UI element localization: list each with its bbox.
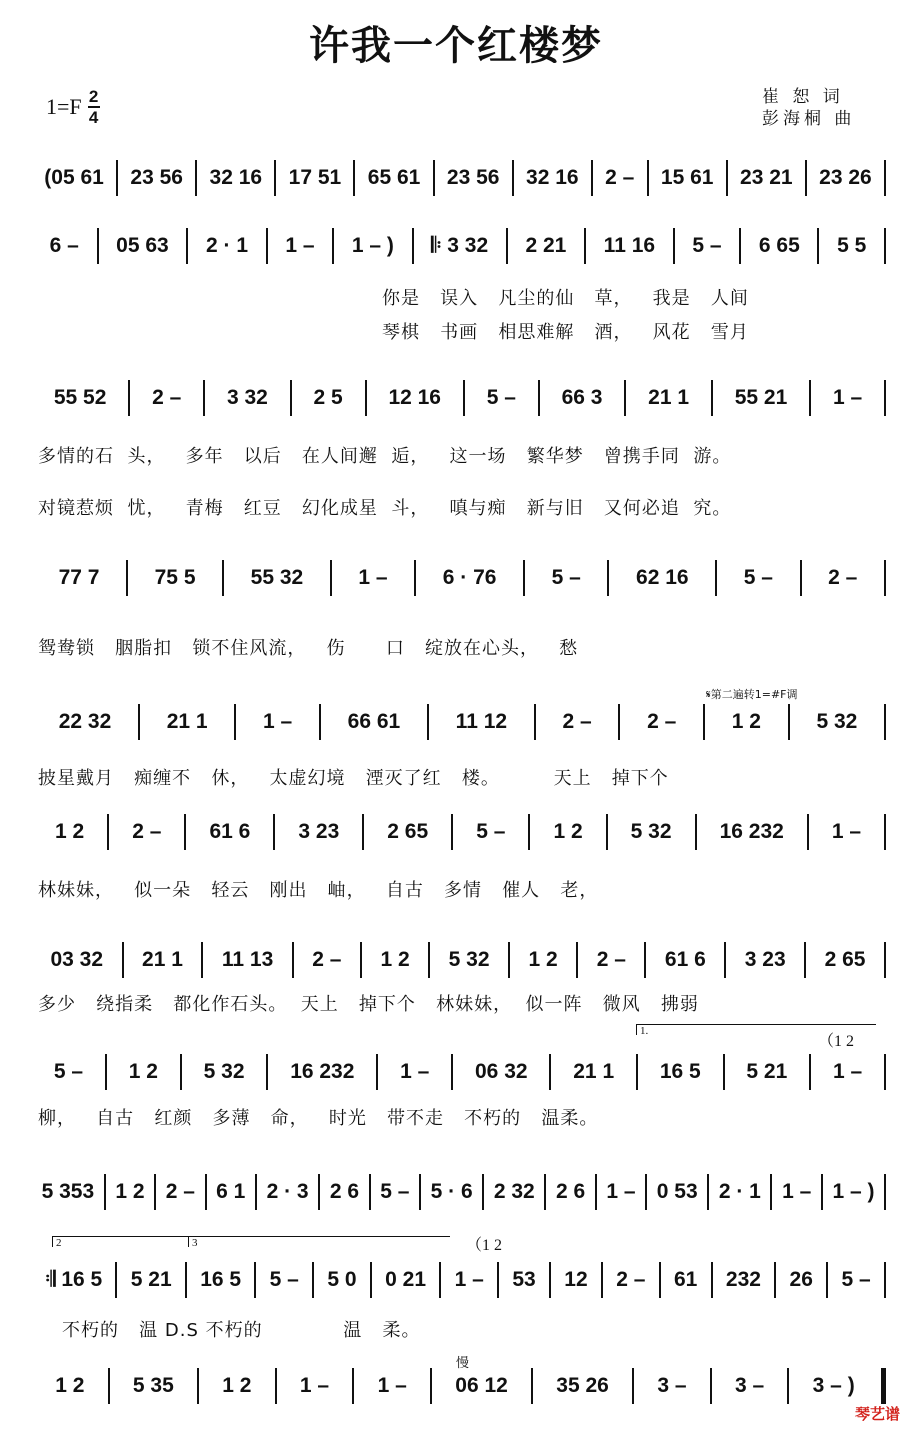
lyric-line: 琴棋 书画 相思难解 酒， 风花 雪月 — [382, 322, 749, 343]
measure: 1 – — [263, 710, 293, 733]
pickup-notes-2: （1 2 — [466, 1237, 503, 1254]
measure: 5 32 — [448, 948, 490, 971]
measure: 2 – — [152, 386, 182, 409]
measure: 2 – — [828, 566, 858, 589]
bar-line — [884, 1174, 886, 1210]
measure: 2 · 3 — [266, 1180, 309, 1203]
measure: 06 12 — [455, 1374, 508, 1397]
time-signature — [88, 88, 100, 126]
measure: 5 – — [551, 566, 581, 589]
measure: 2 65 — [387, 820, 429, 843]
bar-line — [884, 160, 886, 196]
key-signature — [46, 88, 100, 126]
measure: 65 61 — [367, 166, 421, 189]
measure: 1 – — [782, 1180, 812, 1203]
measure: 16 5 — [659, 1060, 701, 1083]
measure: 1 – ) — [351, 234, 394, 257]
measure-line — [32, 158, 886, 198]
measure: 16 5 — [200, 1268, 242, 1291]
measure: 23 56 — [446, 166, 500, 189]
time-top: 2 — [88, 87, 99, 106]
measure-line — [32, 378, 886, 418]
measure: 03 32 — [50, 948, 104, 971]
measure: 1 2 — [222, 1374, 252, 1397]
measure: 16 232 — [290, 1060, 355, 1083]
measure: 17 51 — [288, 166, 342, 189]
measure: 2 – — [562, 710, 592, 733]
measure: 1 2 — [128, 1060, 158, 1083]
measure: 21 1 — [573, 1060, 615, 1083]
measure: 62 16 — [636, 566, 689, 589]
measure: 1 – — [454, 1268, 484, 1291]
measure: 2 32 — [493, 1180, 535, 1203]
measure: 1 2 — [115, 1180, 145, 1203]
measure: 11 13 — [221, 948, 274, 971]
measure: 16 232 — [719, 820, 784, 843]
tempo-slow-marker: 慢 — [456, 1356, 470, 1371]
measure: 5 · 6 — [430, 1180, 473, 1203]
measure: 2 – — [616, 1268, 646, 1291]
measure: 232 — [725, 1268, 761, 1291]
measure: 5 5 — [837, 234, 867, 257]
measure: 1 2 — [55, 1374, 85, 1397]
measure: 5 – — [476, 820, 506, 843]
measure-line — [32, 226, 886, 266]
measure: 5 32 — [630, 820, 672, 843]
lyric-line: 多情的石 头， 多年 以后 在人间邂 逅， 这一场 繁华梦 曾携手同 游。 — [38, 446, 732, 467]
measure: 5 – — [53, 1060, 84, 1083]
volta-2: 2 — [52, 1236, 190, 1247]
measure: 66 3 — [561, 386, 603, 409]
measure: 5 32 — [203, 1060, 245, 1083]
measure: 21 1 — [648, 386, 690, 409]
bar-line — [884, 704, 886, 740]
measure: 2 – — [647, 710, 677, 733]
measure: 5 353 — [41, 1180, 95, 1203]
measure: 61 6 — [664, 948, 706, 971]
measure: 53 — [512, 1268, 536, 1291]
bar-line — [884, 560, 886, 596]
bar-line — [884, 380, 886, 416]
measure: 2 21 — [525, 234, 567, 257]
measure: 1 2 — [528, 948, 558, 971]
measure: 3 32 — [226, 386, 268, 409]
measure-line — [32, 1260, 886, 1300]
measure: 0 53 — [656, 1180, 698, 1203]
bar-line — [884, 1054, 886, 1090]
measure: 1 – — [832, 386, 863, 409]
measure: 6 1 — [216, 1180, 246, 1203]
measure-line — [32, 812, 886, 852]
measure: 5 0 — [327, 1268, 357, 1291]
measure: 3 23 — [298, 820, 340, 843]
bar-line — [884, 942, 886, 978]
measure: 32 16 — [526, 166, 579, 189]
measure: 77 7 — [58, 566, 100, 589]
composer-credit: 彭海桐 曲 — [762, 109, 856, 129]
time-bottom: 4 — [88, 108, 99, 127]
measure: 5 – — [743, 566, 773, 589]
measure: 6 · 76 — [442, 566, 497, 589]
measure: 3 23 — [744, 948, 786, 971]
measure: 23 21 — [740, 166, 793, 189]
measure: 11 12 — [455, 710, 508, 733]
measure: 05 63 — [116, 234, 169, 257]
measure-line — [32, 558, 886, 598]
bar-line — [884, 228, 886, 264]
measure: 55 21 — [734, 386, 788, 409]
measure: (05 61 — [44, 166, 104, 189]
song-title: 许我一个红楼梦 — [309, 23, 603, 69]
site-logo: 琴艺谱 — [854, 1405, 900, 1423]
measure: 6 65 — [758, 234, 800, 257]
measure: 1 – — [285, 234, 315, 257]
measure: 55 32 — [250, 566, 304, 589]
lyric-line: 林妹妹， 似一朵 轻云 刚出 岫， 自古 多情 催人 老， — [38, 880, 599, 901]
measure: 3 – — [657, 1374, 687, 1397]
measure: 2 · 1 — [206, 234, 249, 257]
volta-1: 1. — [636, 1024, 876, 1035]
measure: 23 26 — [819, 166, 872, 189]
measure: 66 61 — [347, 710, 401, 733]
lyric-line: 柳， 自古 红颜 多薄 命， 时光 带不走 不朽的 温柔。 — [38, 1108, 599, 1129]
measure: 12 — [564, 1268, 588, 1291]
measure: 1 2 — [731, 710, 761, 733]
measure: 2 65 — [824, 948, 866, 971]
measure: 22 32 — [58, 710, 112, 733]
pickup-notes-1: （1 2 — [818, 1033, 855, 1050]
measure: 2 – — [605, 166, 635, 189]
measure: 5 – — [692, 234, 722, 257]
measure: 3 – ) — [812, 1374, 855, 1397]
bar-line — [884, 814, 886, 850]
measure: 5 21 — [746, 1060, 788, 1083]
measure: 12 16 — [388, 386, 441, 409]
lyric-line: 对镜惹烦 忧， 青梅 红豆 幻化成星 斗， 嗔与痴 新与旧 又何必追 究。 — [38, 498, 732, 519]
measure: 6 – — [49, 234, 79, 257]
lyric-line: 不朽的 温 D.S 不朽的 温 柔。 — [62, 1320, 421, 1341]
lyric-line: 你是 误入 凡尘的仙 草， 我是 人间 — [382, 288, 749, 309]
bar-line — [884, 1262, 886, 1298]
measure: 21 1 — [142, 948, 183, 971]
measure: 26 — [789, 1268, 813, 1291]
segno-marker: 𝄋第二遍转1=#F调 — [706, 688, 798, 701]
measure: 5 – — [841, 1268, 871, 1291]
measure: 21 1 — [166, 710, 208, 733]
measure: 0 21 — [385, 1268, 427, 1291]
lyricist-credit: 崔 恕 词 — [762, 87, 844, 107]
measure: 1 – — [832, 1060, 863, 1083]
measure: 1 2 — [553, 820, 583, 843]
measure: 𝄇 16 5 — [45, 1268, 103, 1291]
measure: 23 56 — [130, 166, 183, 189]
measure-line — [32, 702, 886, 742]
lyric-line: 鸳鸯锁 胭脂扣 锁不住风流， 伤 口 绽放在心头， 愁 — [38, 638, 579, 659]
measure-line — [32, 1172, 886, 1212]
measure: 5 32 — [816, 710, 858, 733]
measure: 1 – — [358, 566, 388, 589]
bar-line — [881, 1368, 886, 1404]
measure-line — [32, 1052, 886, 1092]
measure: 5 21 — [130, 1268, 172, 1291]
measure: 5 – — [269, 1268, 299, 1291]
measure: 𝄆 3 32 — [431, 234, 489, 257]
measure: 1 – — [299, 1374, 330, 1397]
lyric-line: 披星戴月 痴缠不 休， 太虚幻境 湮灭了红 楼。 天上 掉下个 — [38, 768, 669, 789]
measure: 1 2 — [380, 948, 410, 971]
lyric-line: 多少 绕指柔 都化作石头。 天上 掉下个 林妹妹， 似一阵 微风 拂弱 — [38, 994, 699, 1015]
measure: 1 – ) — [832, 1180, 875, 1203]
measure: 1 – — [606, 1180, 636, 1203]
volta-3: 3 — [188, 1236, 450, 1247]
measure: 15 61 — [660, 166, 714, 189]
measure: 1 – — [377, 1374, 407, 1397]
measure: 5 – — [380, 1180, 410, 1203]
measure: 2 5 — [313, 386, 343, 409]
measure: 2 6 — [555, 1180, 586, 1203]
measure: 35 26 — [556, 1374, 609, 1397]
key-label: 1=F — [46, 94, 82, 119]
measure: 06 32 — [475, 1060, 528, 1083]
measure: 1 – — [400, 1060, 430, 1083]
measure: 5 35 — [132, 1374, 174, 1397]
measure: 61 — [673, 1268, 698, 1291]
measure: 3 – — [735, 1374, 765, 1397]
measure: 2 – — [132, 820, 162, 843]
measure: 55 52 — [53, 386, 107, 409]
measure: 1 2 — [55, 820, 85, 843]
measure: 2 – — [312, 948, 342, 971]
measure-line — [32, 940, 886, 980]
measure: 2 6 — [329, 1180, 360, 1203]
measure: 75 5 — [154, 566, 196, 589]
measure: 2 · 1 — [718, 1180, 761, 1203]
measure-line — [32, 1366, 886, 1406]
measure: 32 16 — [209, 166, 263, 189]
measure: 61 6 — [209, 820, 251, 843]
measure: 2 – — [596, 948, 626, 971]
measure: 1 – — [831, 820, 862, 843]
measure: 5 – — [486, 386, 516, 409]
measure: 11 16 — [603, 234, 656, 257]
measure: 2 – — [165, 1180, 195, 1203]
